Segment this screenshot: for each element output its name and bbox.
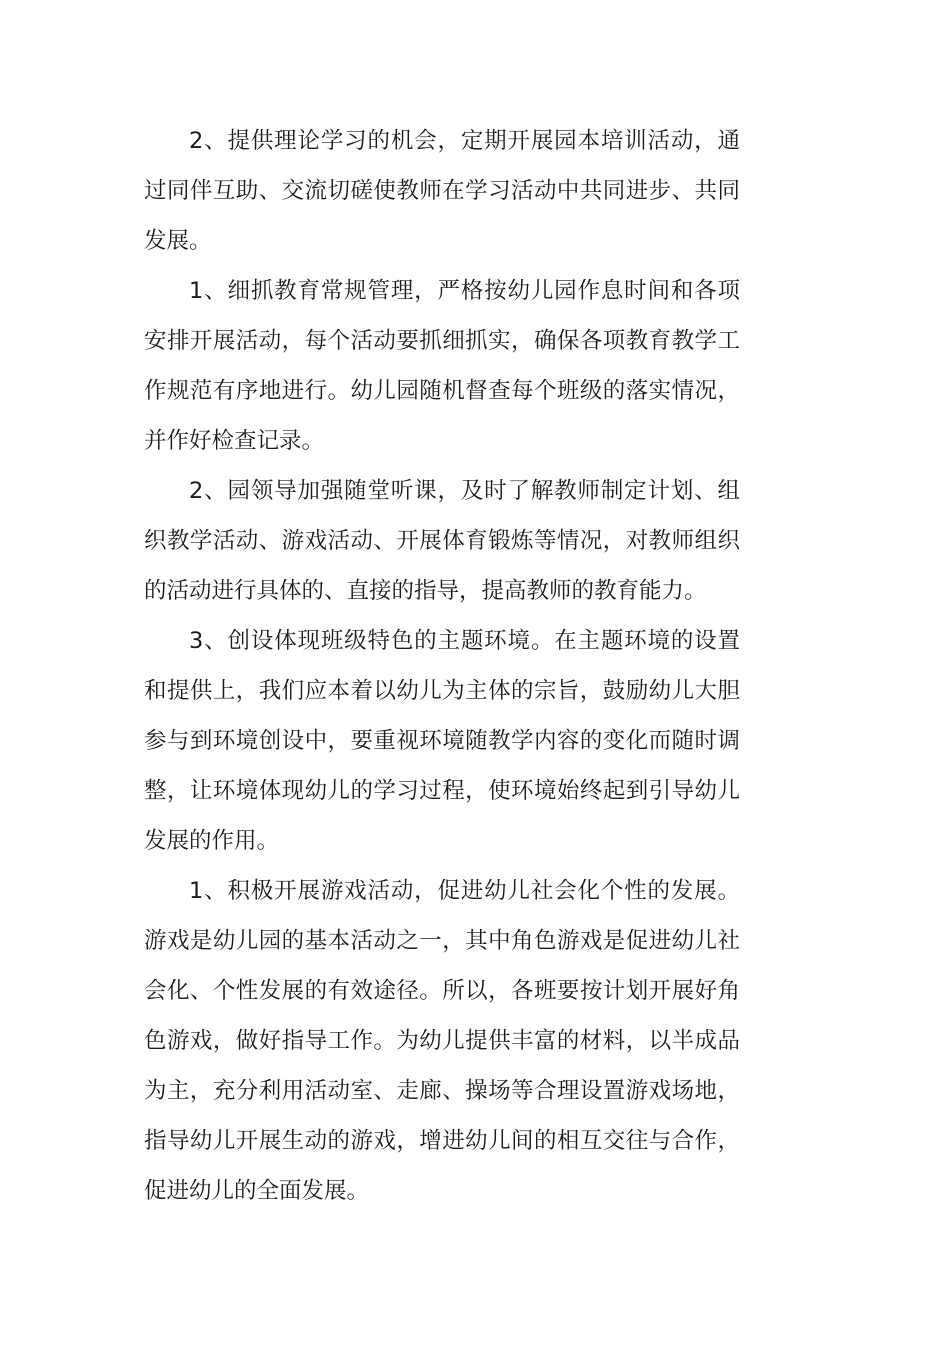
document-body xyxy=(144,116,740,1216)
paragraph-class-observation: 2、园领导加强随堂听课，及时了解教师制定计划、组织教学活动、游戏活动、开展体育锻炼等情况，对教师组织的活动进行具体的、直接的指导，提高教师的教育能力。 xyxy=(144,478,740,604)
paragraph-routine-management: 1、细抓教育常规管理，严格按幼儿园作息时间和各项安排开展活动，每个活动要抓细抓实，确保各项教育教学工作规范有序地进行。幼儿园随机督查每个班级的落实情况，并作好检查记录。 xyxy=(144,278,740,454)
paragraph-game-activities: 1、积极开展游戏活动，促进幼儿社会化个性的发展。游戏是幼儿园的基本活动之一，其中角色游戏是促进幼儿社会化、个性发展的有效途径。所以，各班要按计划开展好角色游戏，做好指导工作。为幼儿提供丰富的材料，以半成品为主，充分利用活动室、走廊、操场等合理设置游戏场地，指导幼儿开展生动的游戏，增进幼儿间的相互交往与合作，促进幼儿的全面发展。 xyxy=(144,878,740,1204)
paragraph-theme-environment: 3、创设体现班级特色的主题环境。在主题环境的设置和提供上，我们应本着以幼儿为主体的宗旨，鼓励幼儿大胆参与到环境创设中，要重视环境随教学内容的变化而随时调整，让环境体现幼儿的学习过程，使环境始终起到引导幼儿发展的作用。 xyxy=(144,628,740,854)
paragraph-training: 2、提供理论学习的机会，定期开展园本培训活动，通过同伴互助、交流切磋使教师在学习活动中共同进步、共同发展。 xyxy=(144,128,740,254)
